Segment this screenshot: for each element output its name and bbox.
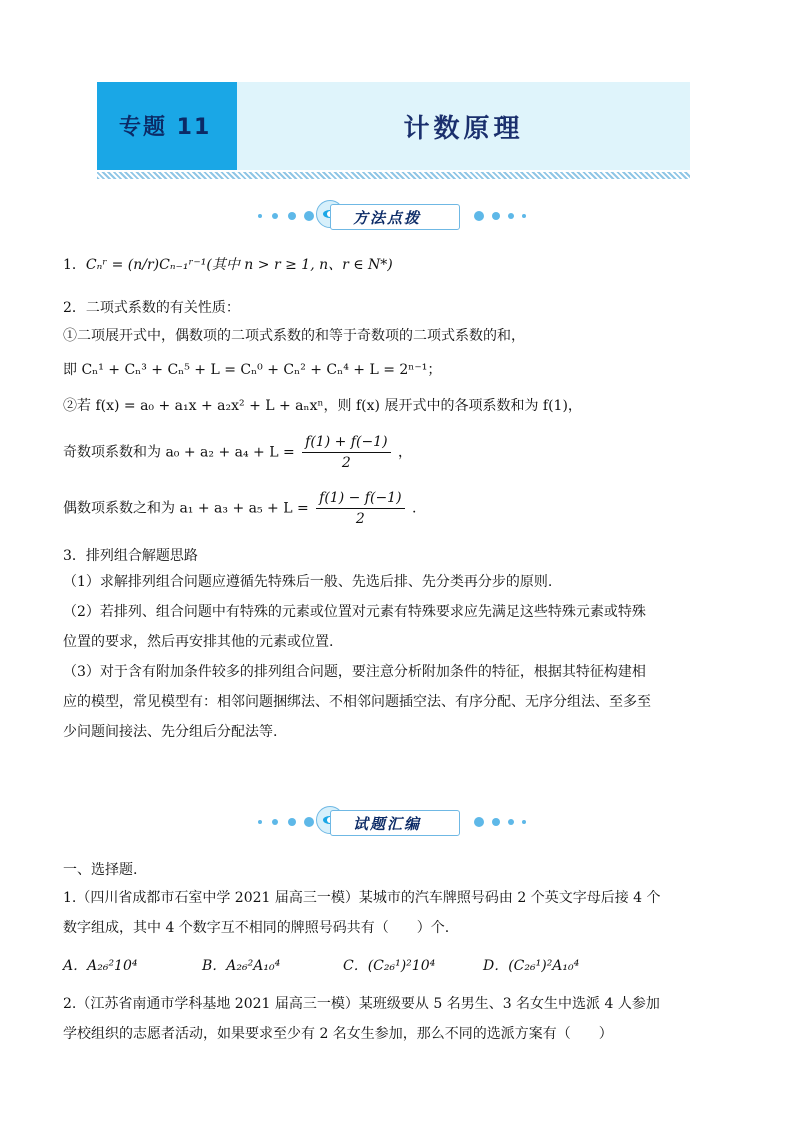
method-line-6: 奇数项系数和为 a₀ + a₂ + a₄ + L = $\frac{f(1) + f(-1)}{2}$ ， [63,434,412,471]
method-line-3: ①二项展开式中，偶数项的二项式系数的和等于奇数项的二项式系数的和， [63,328,525,344]
method-line-5: ②若 f(x) = a₀ + a₁x + a₂x² + L + aₙxⁿ，则 f(x) 展开式中的各项系数和为 f(1)， [63,398,582,414]
method-line-8: 3．排列组合解题思路 [63,548,198,564]
page-title: 计数原理 [403,114,524,144]
topic-badge [97,82,237,170]
method-line-12: （3）对于含有附加条件较多的排列组合问题，要注意分析附加条件的特征，根据其特征构建相 [63,664,646,680]
question-1-option-d: D．(C₂₆¹)²A₁₀⁴ [483,958,580,974]
question-2-line-1: 2.（江苏省南通市学科基地 2021 届高三一模）某班级要从 5 名男生、3 名女生中选派 4 人参加 [63,996,660,1012]
method-line-2: 2．二项式系数的有关性质： [63,300,240,316]
questions-heading: 一、选择题. [63,862,138,878]
question-1-line-2: 数字组成，其中 4 个数字互不相同的牌照号码共有（ ）个. [63,920,450,936]
method-line-11: 位置的要求，然后再安排其他的元素或位置. [63,634,334,650]
question-1-option-c: C．(C₂₆¹)²10⁴ [343,958,436,974]
section-title: 方法点拨 [353,209,422,227]
question-2-line-2: 学校组织的志愿者活动，如果要求至少有 2 名女生参加，那么不同的选派方案有（ ） [63,1026,613,1042]
method-line-1: 1．Cₙʳ = (n/r)Cₙ₋₁ʳ⁻¹(其中 n > r ≥ 1, n、r ∈ N*) [63,257,393,273]
method-line-4: 即 Cₙ¹ + Cₙ³ + Cₙ⁵ + L = Cₙ⁰ + Cₙ² + Cₙ⁴ + L = 2ⁿ⁻¹； [63,362,442,378]
section-heading-questions [250,806,550,840]
section-title: 试题汇编 [353,815,422,833]
topic-title-box [237,82,690,170]
question-1-option-a: A．A₂₆²10⁴ [63,958,138,974]
topic-badge-label: 专题 11 [119,115,212,140]
method-line-9: （1）求解排列组合问题应遵循先特殊后一般、先选后排、先分类再分步的原则. [63,574,553,590]
method-line-14: 少问题间接法、先分组后分配法等. [63,724,278,740]
header-divider [97,172,690,179]
section-heading-method [250,200,550,234]
method-line-10: （2）若排列、组合问题中有特殊的元素或位置对元素有特殊要求应先满足这些特殊元素或特殊 [63,604,646,620]
question-1-option-b: B．A₂₆²A₁₀⁴ [202,958,281,974]
method-line-7: 偶数项系数之和为 a₁ + a₃ + a₅ + L = $\frac{f(1) - f(-1)}{2}$ . [63,490,417,527]
question-1-line-1: 1.（四川省成都市石室中学 2021 届高三一模）某城市的汽车牌照号码由 2 个英文字母后接 4 个 [63,890,661,906]
method-line-13: 应的模型，常见模型有：相邻问题捆绑法、不相邻问题插空法、有序分配、无序分组法、至多至 [63,694,651,710]
